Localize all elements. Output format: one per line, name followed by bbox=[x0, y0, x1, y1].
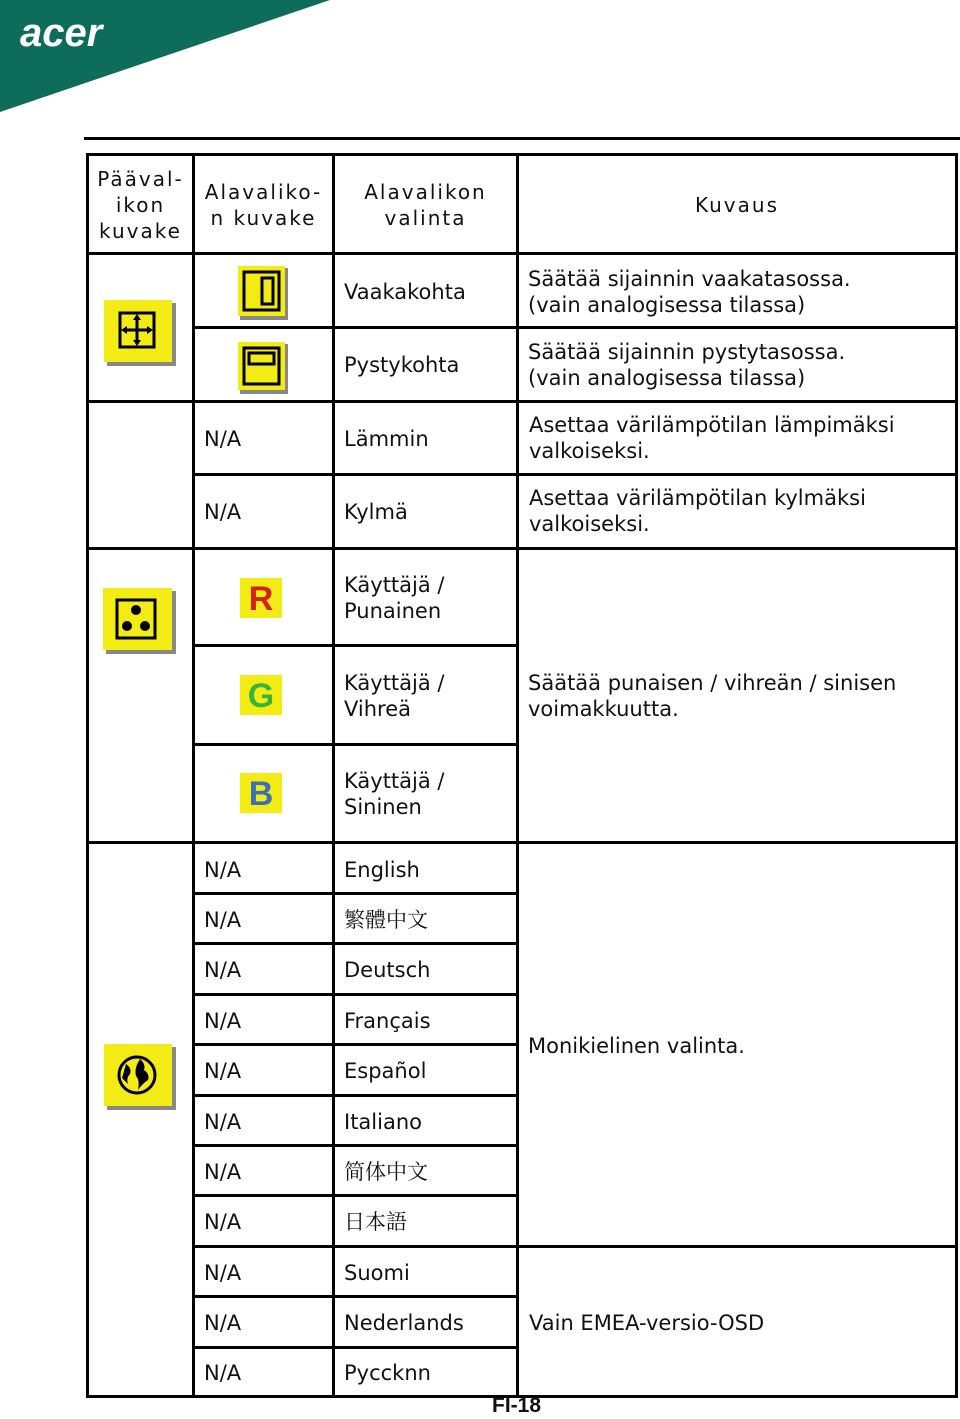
item-user-blue: Käyttäjä / Sininen bbox=[344, 769, 445, 819]
desc-rgb: Säätää punaisen / vihreän / sinisen voimakkuutta. bbox=[528, 671, 897, 721]
blue-icon-letter: B bbox=[248, 775, 274, 813]
item-user-red: Käyttäjä / Punainen bbox=[344, 573, 445, 623]
lang-na: N/A bbox=[204, 1311, 242, 1335]
desc-cool: Asettaa värilämpötilan kylmäksi valkoiseksi. bbox=[529, 486, 866, 536]
lang-na: N/A bbox=[204, 908, 242, 932]
lang-simp-chinese: 简体中文 bbox=[344, 1160, 428, 1184]
red-channel-icon bbox=[240, 578, 284, 620]
item-vaakakohta: Vaakakohta bbox=[344, 280, 466, 304]
header-sub-item: Alavalikon valinta bbox=[364, 180, 487, 230]
lang-espanol: Español bbox=[344, 1059, 427, 1083]
lang-deutsch: Deutsch bbox=[344, 958, 431, 982]
lang-english: English bbox=[344, 858, 420, 882]
lang-russian: Pyccknn bbox=[344, 1361, 431, 1385]
item-lammin: Lämmin bbox=[344, 427, 429, 451]
lang-na: N/A bbox=[204, 1110, 242, 1134]
page-number: FI-18 bbox=[492, 1394, 542, 1417]
globe-icon bbox=[104, 1044, 176, 1110]
horizontal-position-icon bbox=[238, 266, 288, 320]
sub-icon-na: N/A bbox=[204, 500, 242, 524]
acer-logo: acer bbox=[20, 11, 103, 55]
desc-emea: Vain EMEA-versio-OSD bbox=[529, 1311, 765, 1335]
vertical-position-icon bbox=[238, 342, 288, 394]
green-icon-letter: G bbox=[247, 677, 275, 715]
lang-na: N/A bbox=[204, 1210, 242, 1234]
green-channel-icon bbox=[240, 675, 284, 717]
lang-na: N/A bbox=[204, 858, 242, 882]
lang-italiano: Italiano bbox=[344, 1110, 422, 1134]
lang-na: N/A bbox=[204, 1059, 242, 1083]
item-pystykohta: Pystykohta bbox=[344, 353, 460, 377]
header-sub-icon: Alavaliko- n kuvake bbox=[204, 180, 323, 230]
lang-francais: Français bbox=[344, 1009, 431, 1033]
item-user-green: Käyttäjä / Vihreä bbox=[344, 671, 445, 721]
header-description: Kuvaus bbox=[695, 193, 779, 217]
header-main-icon: Pääval- ikon kuvake bbox=[97, 167, 184, 243]
lang-suomi: Suomi bbox=[344, 1261, 410, 1285]
sub-icon-na: N/A bbox=[204, 427, 242, 451]
lang-na: N/A bbox=[204, 1160, 242, 1184]
header-banner bbox=[0, 0, 960, 120]
lang-na: N/A bbox=[204, 1261, 242, 1285]
desc-multilanguage: Monikielinen valinta. bbox=[528, 1034, 745, 1058]
lang-japanese: 日本語 bbox=[344, 1210, 407, 1234]
color-temperature-icon bbox=[103, 588, 177, 654]
desc-horizontal: Säätää sijainnin vaakatasossa. (vain analogisessa tilassa) bbox=[528, 267, 851, 317]
lang-nederlands: Nederlands bbox=[344, 1311, 464, 1335]
lang-trad-chinese: 繁體中文 bbox=[344, 908, 428, 932]
position-move-icon bbox=[104, 300, 176, 366]
header-rule bbox=[84, 137, 960, 140]
red-icon-letter: R bbox=[248, 580, 274, 618]
lang-na: N/A bbox=[204, 958, 242, 982]
lang-na: N/A bbox=[204, 1009, 242, 1033]
desc-warm: Asettaa värilämpötilan lämpimäksi valkoiseksi. bbox=[529, 413, 895, 463]
lang-na: N/A bbox=[204, 1361, 242, 1385]
item-kylma: Kylmä bbox=[344, 500, 408, 524]
blue-channel-icon bbox=[240, 773, 284, 815]
desc-vertical: Säätää sijainnin pystytasossa. (vain analogisessa tilassa) bbox=[528, 340, 846, 390]
